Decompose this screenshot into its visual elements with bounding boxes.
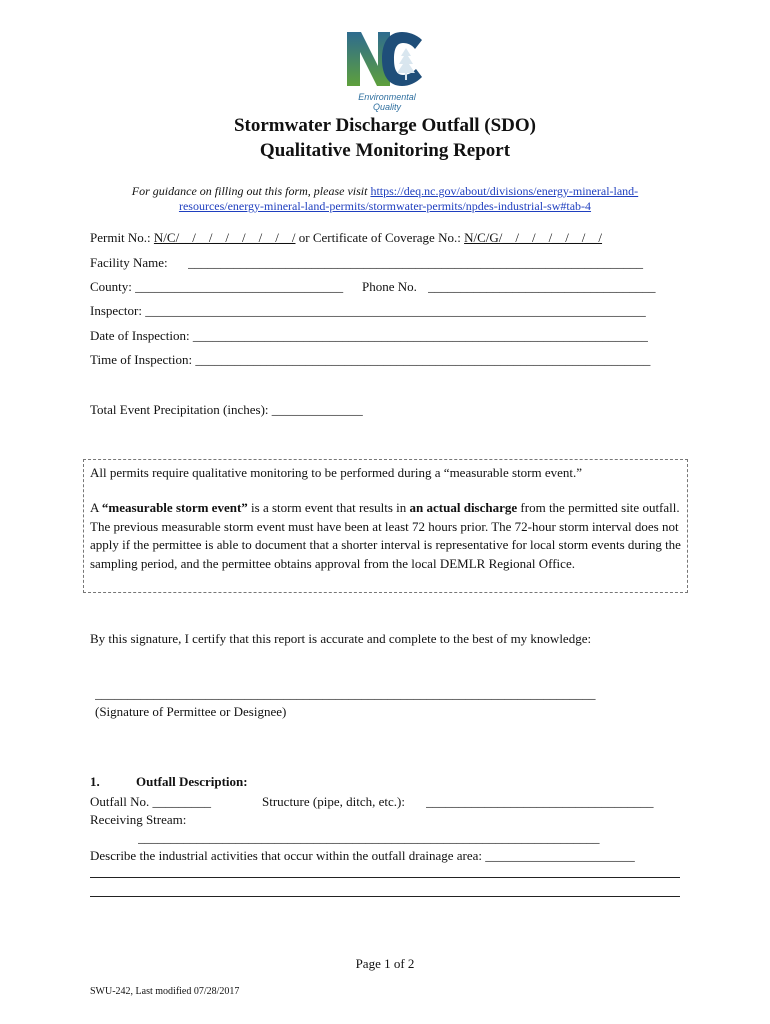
notice-p2-c: is a storm event that results in [247,500,410,515]
facility-label: Facility Name: [90,255,168,270]
facility-name-field[interactable]: ______________________________________________________________________ [188,255,643,270]
answer-line-1[interactable] [90,877,680,878]
notice-p2-e: from the permitted site outfall. The previous measurable storm event must have been at least 72 hours prior. The 72-hour storm interval does not apply if the permittee is able to document that a shorter interval is representative for local storm events during the sampling period, and the permittee obtains approval from the local DEMLR Regional Office. [90,500,681,571]
receiving-stream-field[interactable]: _______________________________________________________________________ [138,830,600,845]
notice-p2-emphasis: an actual discharge [409,500,518,515]
svg-text:Environmental: Environmental [358,92,416,102]
permit-row [90,230,602,246]
certification-text: By this signature, I certify that this report is accurate and complete to the best of my knowledge: [90,631,592,646]
page-number: Page 1 of 2 [355,956,415,971]
signature-caption: (Signature of Permittee or Designee) [95,704,287,719]
notice-line1: All permits require qualitative monitoring to be performed during a “measurable storm event.” [90,465,583,480]
receiving-stream-label: Receiving Stream: [90,812,187,827]
notice-p2-term: “measurable storm event” [101,500,248,515]
coc-label: or Certificate of Coverage No.: [295,230,465,245]
coc-number-field[interactable]: N/C/G/__/__/__/__/__/__/ [464,230,603,245]
phone-label: Phone No. [362,279,417,294]
inspection-time-field[interactable]: Time of Inspection: ______________________________________________________________________ [90,352,651,367]
industrial-activities-field[interactable]: Describe the industrial activities that occur within the outfall drainage area: _______________________ [90,848,635,863]
guidance-line1 [0,184,770,199]
inspector-field[interactable]: Inspector: _____________________________________________________________________________ [90,303,646,318]
section1-heading: Outfall Description: [136,774,248,789]
permit-label: Permit No.: [90,230,154,245]
guidance-line2 [0,199,770,214]
structure-label: Structure (pipe, ditch, etc.): [262,794,405,809]
signature-field[interactable]: _____________________________________________________________________________ [95,686,596,701]
nc-deq-logo [344,28,428,118]
inspection-date-field[interactable]: Date of Inspection: ______________________________________________________________________ [90,328,648,343]
precipitation-field[interactable]: Total Event Precipitation (inches): ______________ [90,402,363,417]
notice-paragraph [90,499,685,573]
section1-number: 1. [90,774,100,789]
svg-text:Quality: Quality [372,102,402,112]
page-subtitle: Qualitative Monitoring Report [259,140,511,161]
permit-number-field[interactable]: N/C/__/__/__/__/__/__/__/ [153,230,296,245]
guidance-text: For guidance on filling out this form, please visit [131,184,371,198]
notice-p2-a: A [90,500,102,515]
county-field[interactable]: County: ________________________________ [90,279,344,294]
guidance-link-part1[interactable]: https://deq.nc.gov/about/divisions/energy-mineral-land- [370,184,639,198]
outfall-number-field[interactable]: Outfall No. _________ [90,794,211,809]
guidance-link-part2[interactable]: resources/energy-mineral-land-permits/stormwater-permits/npdes-industrial-sw#tab-4 [178,199,592,213]
form-identifier: SWU-242, Last modified 07/28/2017 [90,986,240,997]
nc-logo-graphic [344,28,428,118]
phone-field[interactable]: ___________________________________ [428,279,656,294]
structure-field[interactable]: ___________________________________ [426,794,654,809]
answer-line-2[interactable] [90,896,680,897]
page-title: Stormwater Discharge Outfall (SDO) [233,115,536,136]
